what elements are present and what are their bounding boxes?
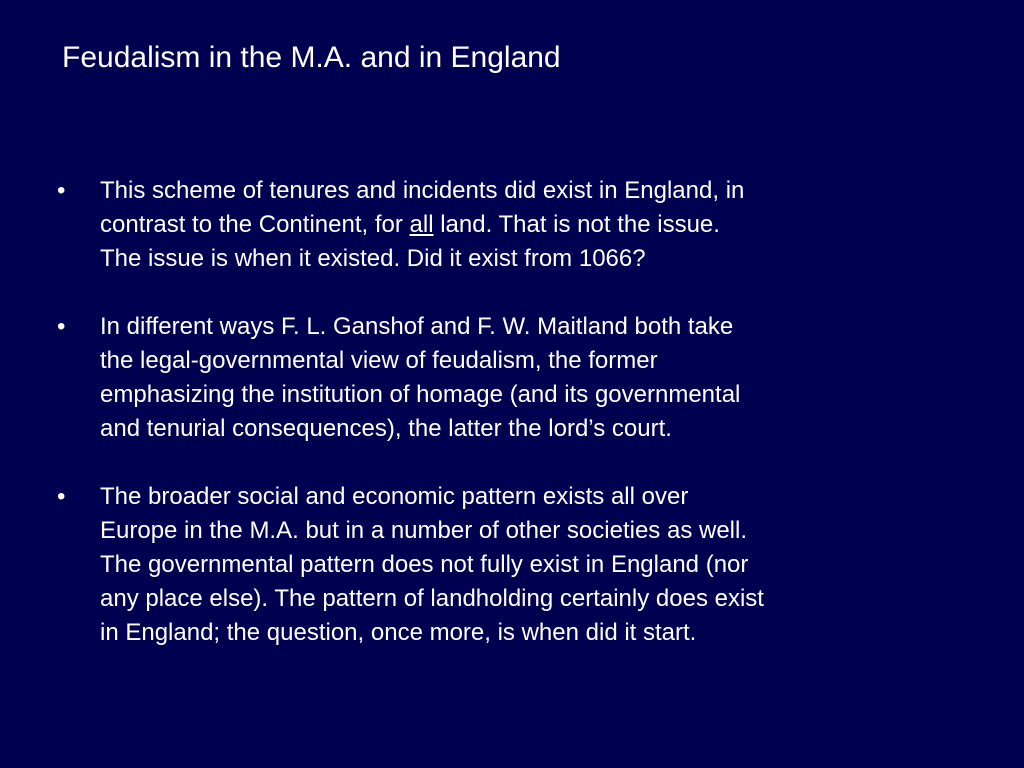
- bullet-item: [57, 310, 917, 446]
- slide-title: Feudalism in the M.A. and in England: [62, 41, 561, 74]
- bullet-line: The broader social and economic pattern exists all over: [100, 483, 689, 510]
- bullet-line: emphasizing the institution of homage (and its governmental: [100, 381, 741, 408]
- bullet-line: This scheme of tenures and incidents did exist in England, in: [100, 177, 745, 204]
- bullet-line: The issue is when it existed. Did it exist from 1066?: [100, 245, 646, 272]
- bullet-text: contrast to the Continent, for: [100, 211, 410, 238]
- bullet-line: the legal-governmental view of feudalism, the former: [100, 347, 658, 374]
- bullet-line: any place else). The pattern of landholding certainly does exist: [100, 585, 764, 612]
- bullet-marker: •: [57, 313, 66, 340]
- bullet-line: and tenurial consequences), the latter the lord’s court.: [100, 415, 672, 442]
- emphasized-word: all: [409, 211, 434, 238]
- bullet-item: [57, 174, 917, 276]
- bullet-line: In different ways F. L. Ganshof and F. W. Maitland both take: [100, 313, 734, 340]
- bullet-marker: •: [57, 177, 66, 204]
- bullet-list: [57, 174, 917, 684]
- bullet-marker: •: [57, 483, 66, 510]
- bullet-line: The governmental pattern does not fully exist in England (nor: [100, 551, 749, 578]
- bullet-line: [100, 208, 917, 242]
- bullet-text: land. That is not the issue.: [433, 211, 720, 238]
- bullet-line: in England; the question, once more, is when did it start.: [100, 619, 697, 646]
- bullet-item: [57, 480, 917, 650]
- bullet-line: Europe in the M.A. but in a number of other societies as well.: [100, 517, 748, 544]
